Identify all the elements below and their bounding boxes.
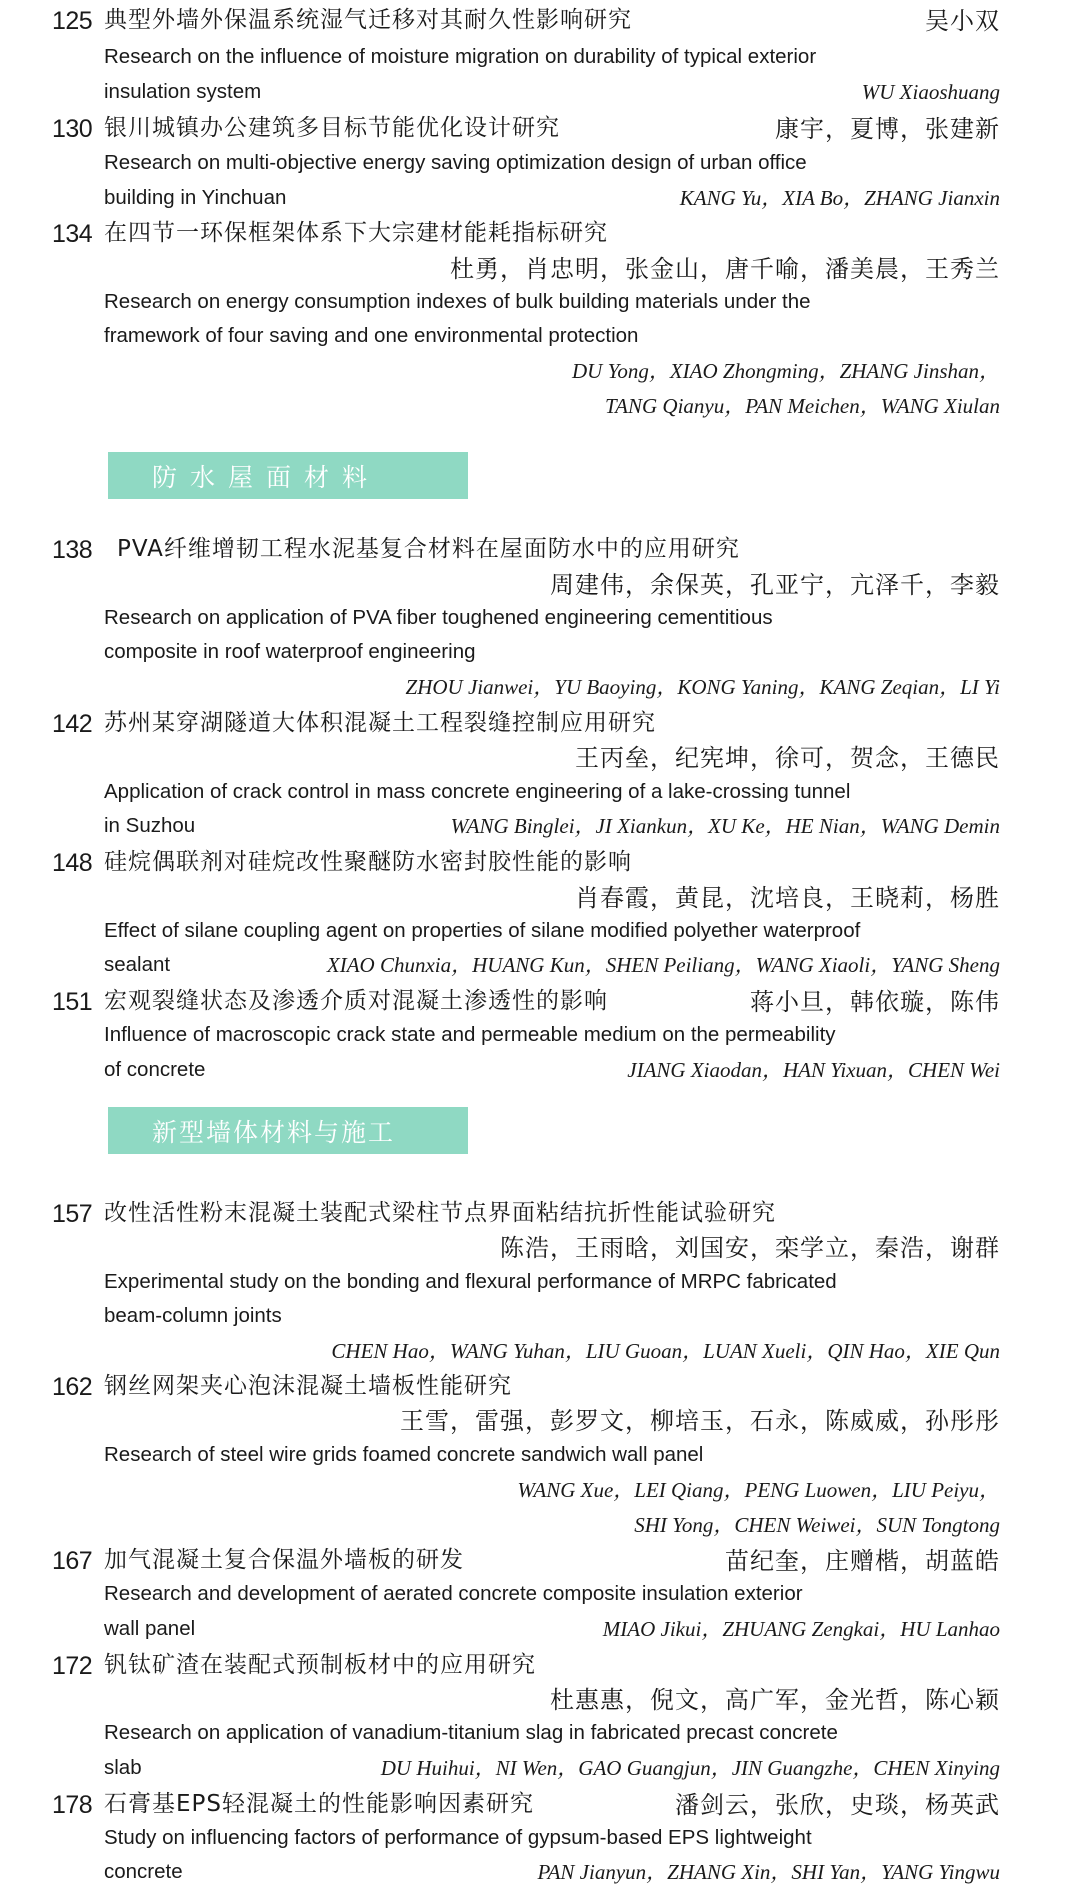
entry-title-en: beam-column joints bbox=[104, 1304, 282, 1327]
entry-authors-zh: 陈浩，王雨晗，刘国安，栾学立，秦浩，谢群 bbox=[500, 1234, 1000, 1262]
entry-title-en: concrete bbox=[104, 1860, 183, 1883]
entry-number: 157 bbox=[52, 1200, 93, 1228]
entry-title-zh: PVA纤维增韧工程水泥基复合材料在屋面防水中的应用研究 bbox=[117, 536, 740, 562]
section-header: 新型墙体材料与施工 bbox=[108, 1107, 468, 1154]
entry-authors-en: WU Xiaoshuang bbox=[861, 80, 1000, 104]
entry-authors-en: ZHOU Jianwei，YU Baoying，KONG Yaning，KANG Zeqian，LI Yi bbox=[405, 675, 1000, 699]
entry-number: 134 bbox=[52, 220, 93, 248]
entry-authors-zh: 王丙垒，纪宪坤，徐可，贺念，王德民 bbox=[575, 744, 1000, 772]
entry-title-en: sealant bbox=[104, 953, 171, 976]
entry-authors-en: CHEN Hao，WANG Yuhan，LIU Guoan，LUAN Xueli，QIN Hao，XIE Qun bbox=[331, 1339, 1000, 1363]
entry-title-zh: 硅烷偶联剂对硅烷改性聚醚防水密封胶性能的影响 bbox=[104, 849, 632, 875]
entry-title-en: Research on the influence of moisture migration on durability of typical exterior bbox=[104, 45, 817, 68]
entry-title-en: of concrete bbox=[104, 1058, 206, 1081]
entry-authors-zh: 潘剑云，张欣，史琰，杨英武 bbox=[675, 1791, 1000, 1819]
entry-authors-zh: 王雪，雷强，彭罗文，柳培玉，石永，陈威威，孙彤彤 bbox=[400, 1407, 1000, 1435]
entry-title-en: Research on multi-objective energy saving optimization design of urban office bbox=[104, 151, 807, 174]
entry-number: 178 bbox=[52, 1791, 93, 1819]
entry-authors-en: MIAO Jikui，ZHUANG Zengkai，HU Lanhao bbox=[602, 1617, 1000, 1641]
entry-number: 138 bbox=[52, 536, 93, 564]
entry-number: 148 bbox=[52, 849, 93, 877]
entry-number: 125 bbox=[52, 7, 93, 35]
entry-authors-en: PAN Jianyun，ZHANG Xin，SHI Yan，YANG Yingwu bbox=[537, 1860, 1000, 1884]
entry-title-en: Influence of macroscopic crack state and permeable medium on the permeability bbox=[104, 1023, 836, 1046]
entry-authors-zh: 杜勇，肖忠明，张金山，唐千喻，潘美晨，王秀兰 bbox=[450, 255, 1000, 283]
entry-authors-zh: 吴小双 bbox=[925, 7, 1000, 35]
entry-number: 162 bbox=[52, 1373, 93, 1401]
entry-number: 172 bbox=[52, 1652, 93, 1680]
entry-number: 151 bbox=[52, 988, 93, 1016]
entry-number: 142 bbox=[52, 710, 93, 738]
entry-title-en: composite in roof waterproof engineering bbox=[104, 640, 476, 663]
entry-title-en: framework of four saving and one environmental protection bbox=[104, 324, 639, 347]
entry-title-zh: 典型外墙外保温系统湿气迁移对其耐久性影响研究 bbox=[104, 7, 632, 33]
entry-authors-en: DU Huihui，NI Wen，GAO Guangjun，JIN Guangzhe，CHEN Xinying bbox=[380, 1756, 1000, 1780]
entry-authors-en: SHI Yong，CHEN Weiwei，SUN Tongtong bbox=[634, 1513, 1000, 1537]
entry-number: 130 bbox=[52, 115, 93, 143]
entry-authors-en: JIANG Xiaodan，HAN Yixuan，CHEN Wei bbox=[627, 1058, 1000, 1082]
entry-authors-zh: 苗纪奎，庄赠楷，胡蓝皓 bbox=[725, 1547, 1000, 1575]
entry-title-en: building in Yinchuan bbox=[104, 186, 287, 209]
section-header: 防水屋面材料 bbox=[108, 452, 468, 499]
entry-title-en: wall panel bbox=[104, 1617, 196, 1640]
entry-title-zh: 钢丝网架夹心泡沫混凝土墙板性能研究 bbox=[104, 1373, 512, 1399]
entry-title-en: slab bbox=[104, 1756, 142, 1779]
entry-title-en: Research and development of aerated concrete composite insulation exterior bbox=[104, 1582, 803, 1605]
entry-authors-en: TANG Qianyu，PAN Meichen，WANG Xiulan bbox=[605, 394, 1000, 418]
entry-title-en: Effect of silane coupling agent on properties of silane modified polyether waterproof bbox=[104, 919, 861, 942]
entry-authors-en: KANG Yu，XIA Bo，ZHANG Jianxin bbox=[679, 186, 1000, 210]
entry-title-en: Research on energy consumption indexes of bulk building materials under the bbox=[104, 290, 811, 313]
entry-title-zh: 石膏基EPS轻混凝土的性能影响因素研究 bbox=[104, 1791, 535, 1817]
entry-title-en: Research on application of vanadium-titanium slag in fabricated precast concrete bbox=[104, 1721, 838, 1744]
entry-title-zh: 改性活性粉末混凝土装配式梁柱节点界面粘结抗折性能试验研究 bbox=[104, 1200, 776, 1226]
entry-number: 167 bbox=[52, 1547, 93, 1575]
entry-title-zh: 宏观裂缝状态及渗透介质对混凝土渗透性的影响 bbox=[104, 988, 608, 1014]
entry-authors-zh: 蒋小旦，韩依璇，陈伟 bbox=[750, 988, 1000, 1016]
entry-title-zh: 苏州某穿湖隧道大体积混凝土工程裂缝控制应用研究 bbox=[104, 710, 656, 736]
entry-title-en: Study on influencing factors of performance of gypsum-based EPS lightweight bbox=[104, 1826, 812, 1849]
entry-title-en: Research on application of PVA fiber toughened engineering cementitious bbox=[104, 606, 773, 629]
entry-authors-zh: 康宇，夏博，张建新 bbox=[775, 115, 1000, 143]
entry-authors-en: WANG Binglei，JI Xiankun，XU Ke，HE Nian，WANG Demin bbox=[450, 814, 1000, 838]
entry-title-zh: 在四节一环保框架体系下大宗建材能耗指标研究 bbox=[104, 220, 608, 246]
entry-title-zh: 银川城镇办公建筑多目标节能优化设计研究 bbox=[104, 115, 560, 141]
entry-authors-en: XIAO Chunxia，HUANG Kun，SHEN Peiliang，WANG Xiaoli，YANG Sheng bbox=[326, 953, 1000, 977]
entry-authors-zh: 肖春霞，黄昆，沈培良，王晓莉，杨胜 bbox=[575, 884, 1000, 912]
entry-title-en: insulation system bbox=[104, 80, 262, 103]
entry-title-en: Research of steel wire grids foamed concrete sandwich wall panel bbox=[104, 1443, 704, 1466]
entry-authors-zh: 杜惠惠，倪文，高广军，金光哲，陈心颖 bbox=[550, 1686, 1000, 1714]
entry-title-zh: 加气混凝土复合保温外墙板的研发 bbox=[104, 1547, 464, 1573]
entry-title-zh: 钒钛矿渣在装配式预制板材中的应用研究 bbox=[104, 1652, 536, 1678]
entry-title-en: Experimental study on the bonding and flexural performance of MRPC fabricated bbox=[104, 1270, 837, 1293]
entry-authors-en: DU Yong，XIAO Zhongming，ZHANG Jinshan， bbox=[572, 359, 1000, 383]
entry-title-en: Application of crack control in mass concrete engineering of a lake-crossing tunnel bbox=[104, 780, 851, 803]
entry-authors-en: WANG Xue，LEI Qiang，PENG Luowen，LIU Peiyu， bbox=[517, 1478, 1000, 1502]
entry-title-en: in Suzhou bbox=[104, 814, 196, 837]
entry-authors-zh: 周建伟，余保英，孔亚宁，亢泽千，李毅 bbox=[550, 571, 1000, 599]
